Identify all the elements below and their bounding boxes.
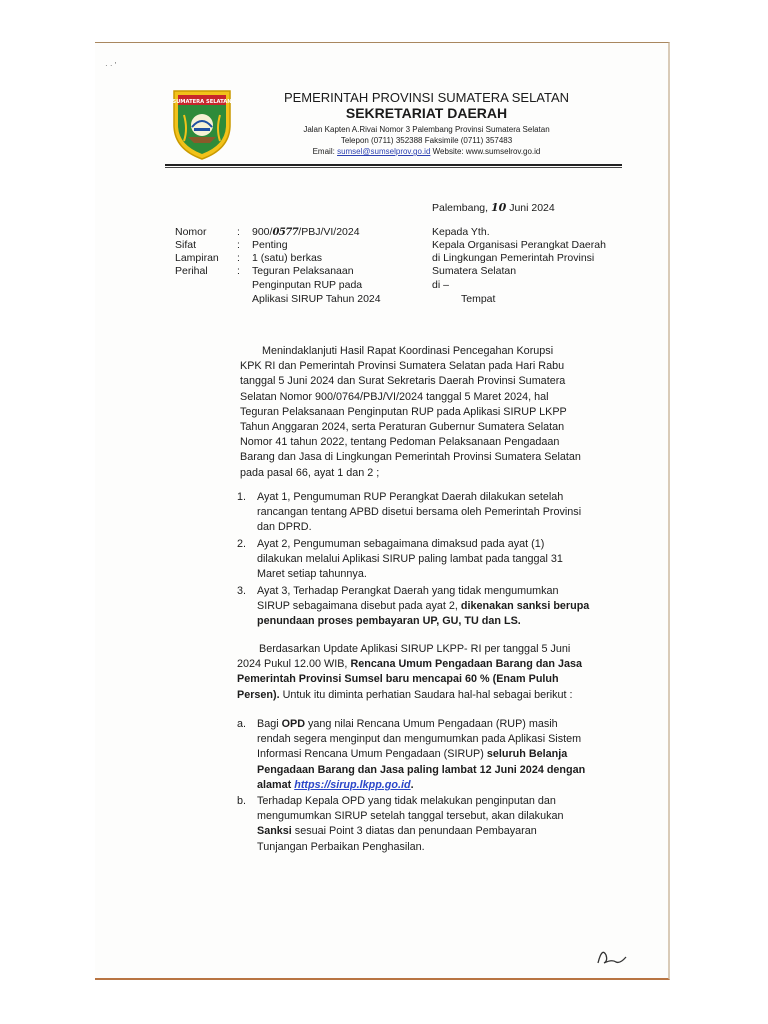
perihal-line: Penginputan RUP pada: [252, 279, 363, 291]
ayat-item: 3. Ayat 3, Terhadap Perangkat Daerah yang tidak mengumumkan SIRUP sebagaimana disebut pada ayat 2, dikenakan sanksi berupa penundaan proses pembayaran UP, GU, TU dan LS.: [237, 585, 590, 628]
letter-date: Palembang, 10 Juni 2024: [432, 201, 555, 214]
instruction-item-a: a. Bagi OPD yang nilai Rencana Umum Pengadaan (RUP) masih rendah segera menginput dan mengumumkan pada Aplikasi Sistem Informasi Rencana Umum Pengadaan (SIRUP) seluruh Belanja Pengadaan Barang dan Jasa paling lambat 12 Juni 2024 dengan alamat https://sirup.lkpp.go.id.: [237, 718, 586, 791]
nomor-colon: :: [237, 226, 240, 238]
sifat-value: Penting: [252, 239, 288, 251]
recipient-line: Sumatera Selatan: [432, 265, 517, 277]
ayat-item: 1. Ayat 1, Pengumuman RUP Perangkat Daerah dilakukan setelah rancangan tentang APBD disetui bersama oleh Pemerintah Provinsi dan DPRD.: [237, 491, 582, 534]
svg-text:SUMATERA SELATAN: SUMATERA SELATAN: [172, 99, 232, 105]
recipient-line: Kepada Yth.: [432, 226, 490, 238]
perihal-line: Teguran Pelaksanaan: [252, 265, 354, 277]
perihal-colon: :: [237, 265, 240, 277]
perihal-line: Aplikasi SIRUP Tahun 2024: [252, 293, 381, 305]
recipient-line: di Lingkungan Pemerintah Provinsi: [432, 252, 595, 264]
lampiran-label: Lampiran: [175, 252, 219, 264]
sirup-link[interactable]: https://sirup.lkpp.go.id: [294, 778, 411, 791]
sifat-colon: :: [237, 239, 240, 251]
handwritten-initial: [592, 945, 632, 969]
letterhead-rule-thin: [165, 167, 622, 168]
nomor-value: 900/0577/PBJ/VI/2024: [252, 226, 360, 238]
handwritten-day: 10: [490, 201, 507, 214]
letterhead-government: PEMERINTAH PROVINSI SUMATERA SELATAN: [283, 90, 570, 105]
nomor-label: Nomor: [175, 226, 207, 238]
letterhead-address: Jalan Kapten A.Rivai Nomor 3 Palembang Provinsi Sumatera Selatan: [303, 125, 550, 134]
website-text: Website: www.sumselrov.go.id: [432, 147, 541, 156]
sifat-label: Sifat: [175, 239, 197, 251]
recipient-place: Tempat: [461, 293, 496, 305]
opening-paragraph: Menindaklanjuti Hasil Rapat Koordinasi Pencegahan Korupsi KPK RI dan Pemerintah Provinsi Sumatera Selatan pada Hari Rabu tanggal 5 Juni 2024 dan Surat Sekretaris Daerah Provinsi Sumatera Selatan Nomor 900/0764/PBJ/VI/2024 tanggal 5 Maret 2024, hal Teguran Pelaksanaan Penginputan RUP pada Aplikasi SIRUP LKPP Tahun Anggaran 2024, serta Peraturan Gubernur Sumatera Selatan Nomor 41 tahun 2022, tentang Pedoman Pelaksanaan Pengadaan Barang dan Jasa di Lingkungan Pemerintah Provinsi Sumatera Selatan pada pasal 66, ayat 1 dan 2 ;: [240, 345, 581, 479]
handwritten-number: 0577: [272, 227, 299, 238]
email-label: Email:: [312, 147, 335, 156]
recipient-line: Kepala Organisasi Perangkat Daerah: [432, 239, 606, 251]
recipient-line: di –: [432, 279, 449, 291]
ayat-item: 2. Ayat 2, Pengumuman sebagaimana dimaksud pada ayat (1) dilakukan melalui Aplikasi SIRUP paling lambat pada tanggal 31 Maret setiap tahunnya.: [237, 538, 563, 581]
letterhead-phone: Telepon (0711) 352388 Faksimile (0711) 357483: [340, 136, 513, 145]
letterhead-office: SEKRETARIAT DAERAH: [345, 105, 508, 121]
letterhead-rule: [165, 164, 622, 166]
perihal-label: Perihal: [175, 265, 208, 277]
scan-specks: · · ': [105, 61, 117, 70]
letterhead-contact: [95, 147, 670, 156]
update-paragraph: Berdasarkan Update Aplikasi SIRUP LKPP- RI per tanggal 5 Juni 2024 Pukul 12.00 WIB, Rencana Umum Pengadaan Barang dan Jasa Pemerintah Provinsi Sumsel baru mencapai 60 % (Enam Puluh Persen). Untuk itu diminta perhatian Saudara hal-hal sebagai berikut :: [237, 643, 583, 701]
lampiran-value: 1 (satu) berkas: [252, 252, 323, 264]
instruction-item-b: b. Terhadap Kepala OPD yang tidak melakukan penginputan dan mengumumkan SIRUP setelah tanggal tersebut, akan dilakukan Sanksi sesuai Point 3 diatas dan penundaan Pembayaran Tunjangan Perbaikan Penghasilan.: [237, 795, 564, 853]
lampiran-colon: :: [237, 252, 240, 264]
email-link[interactable]: sumsel@sumselprov.go.id: [337, 147, 431, 156]
letter-page: [95, 42, 670, 980]
